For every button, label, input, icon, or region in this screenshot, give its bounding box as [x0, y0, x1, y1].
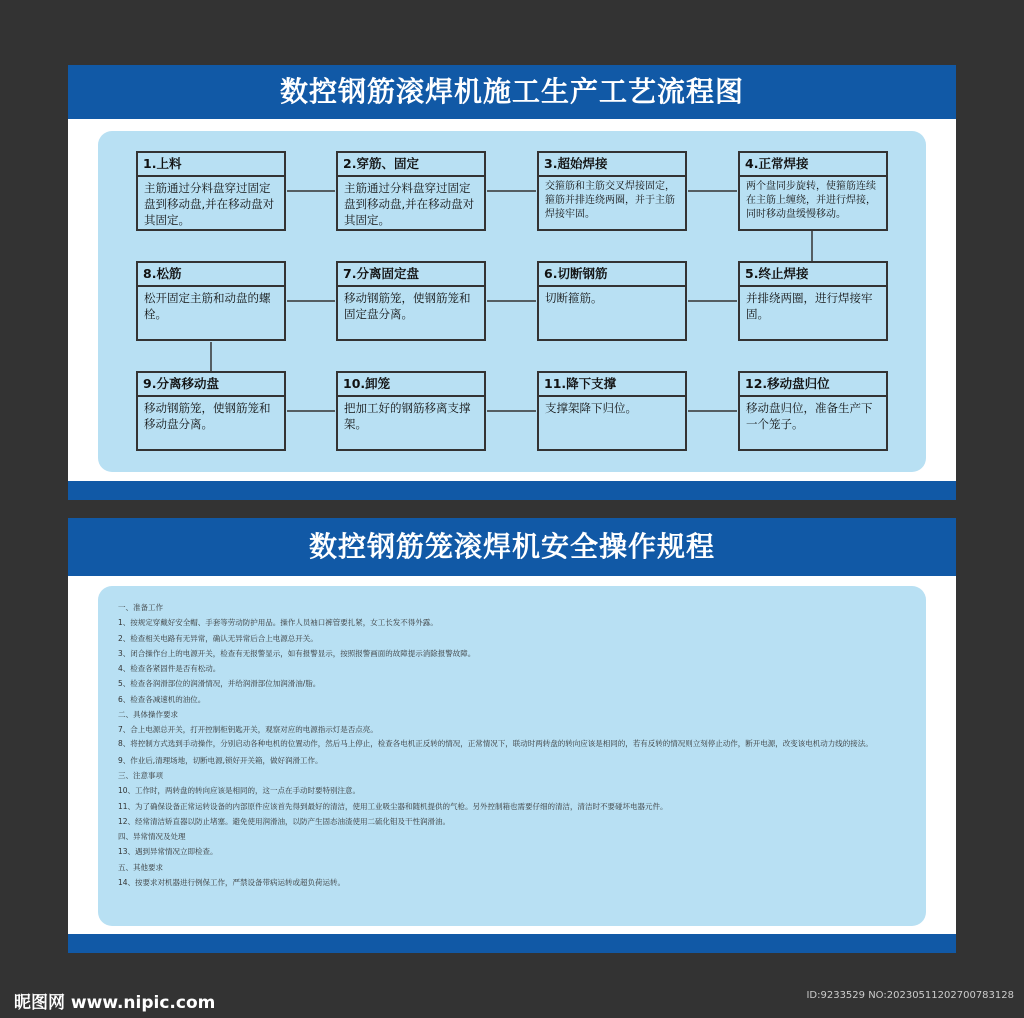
rules-section-heading: 三、注意事项: [118, 770, 163, 780]
step-title: 10.卸笼: [338, 373, 484, 397]
rule-item: 4、检查各紧固件是否有松动。: [118, 664, 221, 674]
step-desc: 移动盘归位，准备生产下一个笼子。: [746, 401, 873, 431]
rules-panel: [98, 586, 926, 926]
step-box-8: [136, 261, 286, 341]
watermark-id: ID:9233529 NO:20230511202700783128: [806, 990, 1014, 1001]
step-box-7: [336, 261, 486, 341]
watermark-brand: 昵图网 www.nipic.com: [14, 993, 216, 1013]
step-desc: 并排绕两圈，进行焊接牢固。: [746, 291, 873, 321]
step-title: 8.松筋: [138, 263, 284, 287]
step-title: 7.分离固定盘: [338, 263, 484, 287]
step-box-3: [537, 151, 687, 231]
step-desc: 主筋通过分料盘穿过固定盘到移动盘,并在移动盘对其固定。: [144, 181, 275, 227]
step-title: 9.分离移动盘: [138, 373, 284, 397]
step-desc: 松开固定主筋和动盘的螺栓。: [144, 291, 271, 321]
step-box-4: [738, 151, 888, 231]
rule-item: 3、闭合操作台上的电源开关，检查有无报警显示，如有报警显示，按照报警画面的故障提示消除报警故障。: [118, 648, 476, 658]
rules-section-heading: 二、具体操作要求: [118, 710, 178, 720]
rules-list: [118, 600, 928, 890]
step-box-11: [537, 371, 687, 451]
flow-title: 数控钢筋滚焊机施工生产工艺流程图: [68, 65, 956, 119]
rule-item: 13、遇到异常情况立即检查。: [118, 847, 218, 857]
step-desc: 两个盘同步旋转，使箍筋连续在主筋上缠绕，并进行焊接，同时移动盘缓慢移动。: [746, 181, 876, 220]
step-desc: 支撑架降下归位。: [545, 401, 637, 415]
rule-item: 1、按规定穿戴好安全帽、手套等劳动防护用品。操作人员袖口裤管要扎紧，女工长发不得外露。: [118, 618, 438, 628]
rules-footer-bar: [68, 934, 956, 953]
safety-rules-board: [68, 518, 956, 953]
rule-item: 14、按要求对机器进行例保工作，严禁设备带病运转或超负荷运转。: [118, 878, 346, 888]
step-desc: 切断箍筋。: [545, 291, 603, 305]
rule-item: 9、作业后,清理场地，切断电源,锁好开关箱，做好润滑工作。: [118, 755, 323, 765]
step-box-9: [136, 371, 286, 451]
flow-footer-bar: [68, 481, 956, 500]
step-title: 1.上料: [138, 153, 284, 177]
step-title: 11.降下支撑: [539, 373, 685, 397]
step-title: 3.超始焊接: [539, 153, 685, 177]
process-flow-board: [68, 65, 956, 500]
rule-item: 12、经常清洁矫直器以防止堵塞。避免使用润滑油，以防产生固态油渣使用二硫化钼及干性润滑油。: [118, 816, 451, 826]
step-title: 5.终止焊接: [740, 263, 886, 287]
step-title: 12.移动盘归位: [740, 373, 886, 397]
step-title: 2.穿筋、固定: [338, 153, 484, 177]
rules-section-heading: 四、异常情况及处理: [118, 832, 186, 842]
rules-section-heading: 五、其他要求: [118, 862, 163, 872]
step-title: 4.正常焊接: [740, 153, 886, 177]
step-box-10: [336, 371, 486, 451]
step-box-5: [738, 261, 888, 341]
rule-item: 10、工作时，两转盘的转向应该是相同的，这一点在手动时要特别注意。: [118, 786, 361, 796]
rules-section-heading: 一、准备工作: [118, 603, 163, 612]
rule-item: 5、检查各润滑部位的润滑情况，并给润滑部位加润滑油/脂。: [118, 679, 321, 689]
step-desc: 把加工好的钢筋移离支撑架。: [344, 401, 471, 431]
step-desc: 移动钢筋笼，使钢筋笼和移动盘分离。: [144, 401, 271, 431]
rule-item: 6、检查各减速机的油位。: [118, 694, 206, 704]
step-desc: 移动钢筋笼，使钢筋笼和固定盘分离。: [344, 291, 471, 321]
rule-item: 11、为了确保设备正常运转设备的内部原件应该首先得到最好的清洁，使用工业吸尘器和随机提供的气枪。另外控制箱也需要仔细的清洁，清洁时不要碰坏电器元件。: [118, 801, 668, 811]
step-box-1: [136, 151, 286, 231]
step-title: 6.切断钢筋: [539, 263, 685, 287]
rules-title: 数控钢筋笼滚焊机安全操作规程: [68, 518, 956, 576]
rule-item: 8、将控制方式选到手动操作，分别启动各种电机的位置动作，然后马上停止，检查各电机正反转的情况，正常情况下，联动时两转盘的转向应该是相同的，若有反转的情况则立刻停止动作，断开电源，改变该电机动力线的接法。: [118, 738, 873, 748]
step-box-6: [537, 261, 687, 341]
step-box-2: [336, 151, 486, 231]
step-desc: 主筋通过分料盘穿过固定盘到移动盘,并在移动盘对其固定。: [344, 181, 475, 227]
rule-item: 7、合上电源总开关，打开控制柜钥匙开关，观察对应的电源指示灯是否点亮。: [118, 725, 378, 735]
rule-item: 2、检查相关电路有无异常，确认无异常后合上电源总开关。: [118, 633, 318, 643]
step-desc: 交箍筋和主筋交叉焊接固定，箍筋并排连绕两圈，并于主筋焊接牢固。: [545, 181, 675, 220]
step-box-12: [738, 371, 888, 451]
